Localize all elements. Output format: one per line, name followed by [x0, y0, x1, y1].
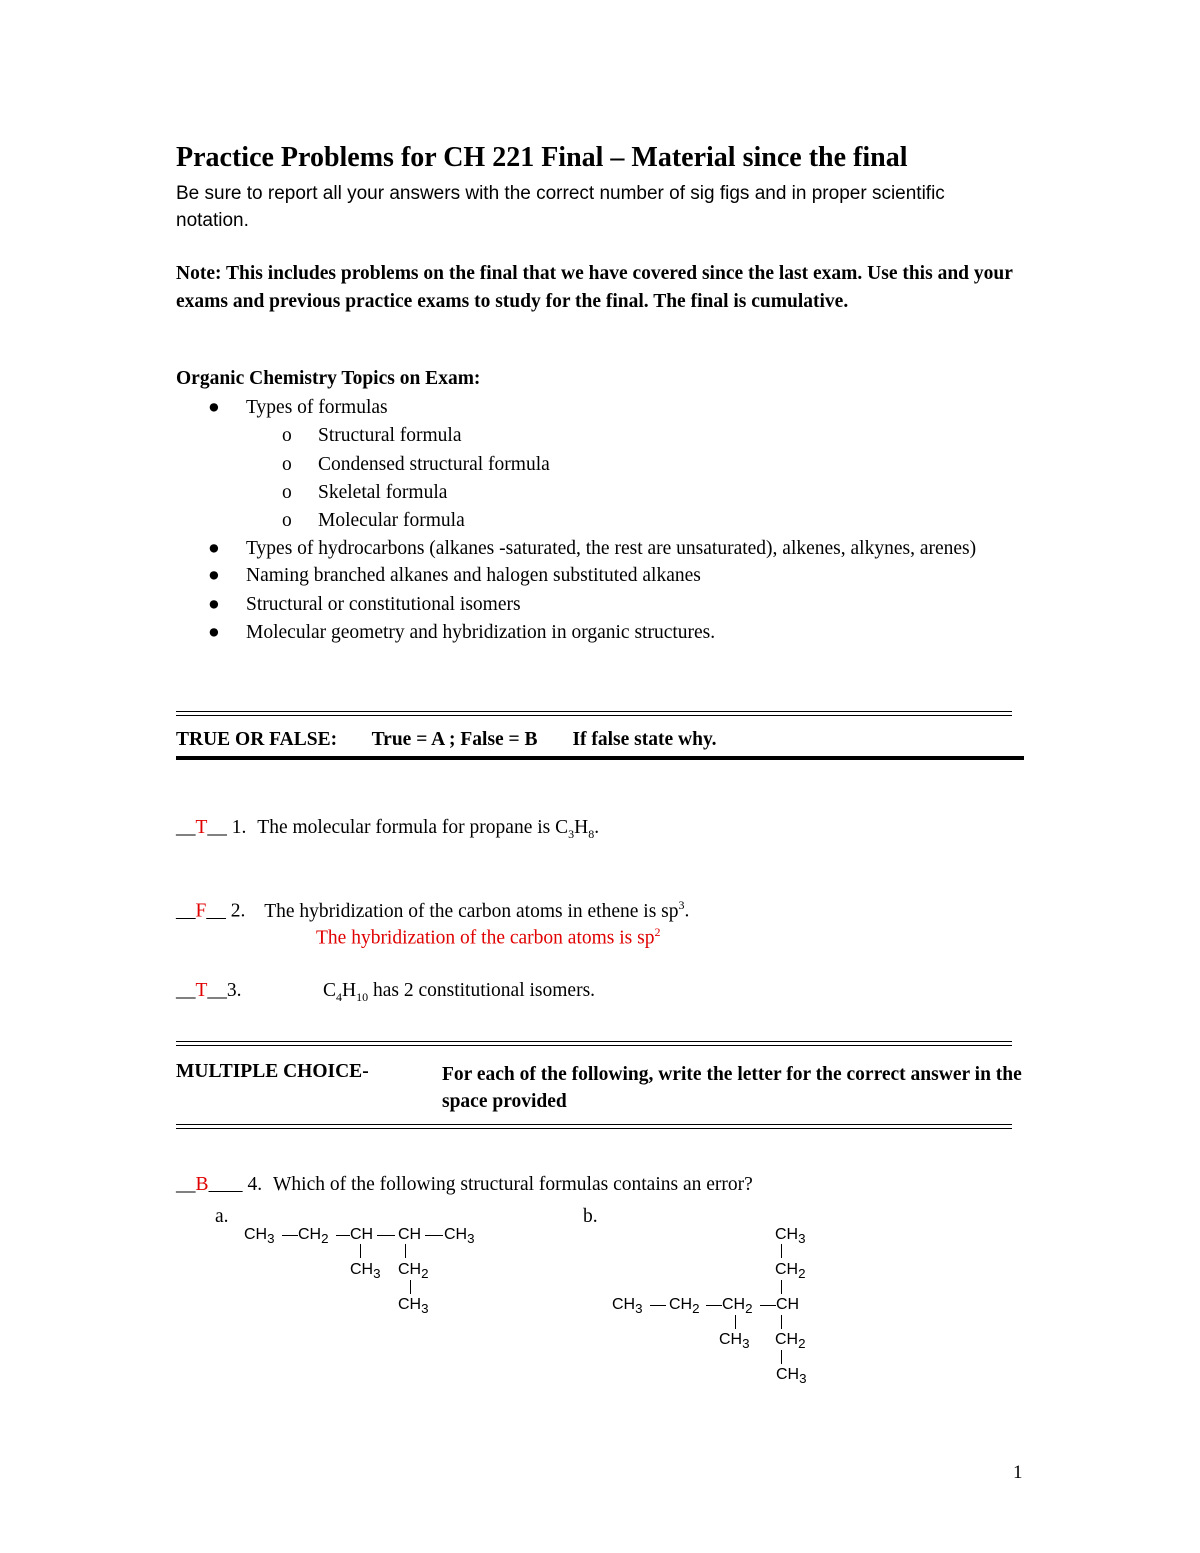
bullet-icon: ●	[208, 565, 220, 587]
chem-label: $CH_3$	[444, 1226, 475, 1247]
bond-line	[781, 1280, 782, 1294]
list-item: o Condensed structural formula	[176, 451, 1026, 479]
list-item: ● Molecular geometry and hybridization in organic structures.	[176, 619, 1026, 647]
option-b-label: b.	[583, 1206, 598, 1227]
bond-line	[410, 1280, 411, 1294]
tf-question-3: __T__3.	[176, 980, 242, 1001]
tf-question-2: __F__ 2. The hybridization of the carbon atoms in ethene is $sp^3$.	[176, 898, 690, 922]
list-item: ● Types of formulas	[176, 394, 1026, 422]
mc-instructions: For each of the following, write the letter for the correct answer in the space provided	[442, 1064, 1022, 1112]
bond-line	[706, 1305, 722, 1306]
bond-line	[282, 1235, 298, 1236]
mc-heading: MULTIPLE CHOICE-	[176, 1061, 369, 1082]
note-text: Note: This includes problems on the final that we have covered since the last exam. Use this and your exams and previous practice exams to study for the final. The final is cumulative.	[176, 263, 1013, 312]
bond-line	[377, 1235, 395, 1236]
chem-label: CH	[350, 1226, 374, 1243]
section-divider	[176, 1041, 1012, 1046]
chem-label: $CH_2$	[298, 1226, 329, 1247]
bond-line	[425, 1235, 443, 1236]
chem-label: $CH_2$	[775, 1261, 806, 1282]
bullet-icon: ●	[208, 397, 220, 418]
list-item: o Skeletal formula	[176, 479, 1026, 507]
intro-text: Be sure to report all your answers with the correct number of sig figs and in proper scientific notation.	[176, 183, 945, 231]
list-item: o Molecular formula	[176, 507, 1026, 535]
circle-bullet-icon: o	[282, 510, 292, 532]
bond-line	[760, 1305, 776, 1306]
chem-label: $CH_3$	[776, 1366, 807, 1387]
section-divider	[176, 711, 1012, 716]
mc-question-4: __B 4. Which of the following structural formulas contains an error?	[176, 1174, 753, 1195]
bond-line	[781, 1244, 782, 1258]
answer-blank[interactable]: F	[195, 900, 207, 922]
circle-bullet-icon: o	[282, 481, 292, 503]
bullet-icon: ●	[208, 622, 220, 644]
chem-label: $CH_3$	[775, 1226, 806, 1247]
chem-label: $CH_2$	[722, 1296, 753, 1317]
answer-blank[interactable]: T	[195, 980, 208, 1001]
page-number: 1	[1013, 1462, 1023, 1483]
list-item: ● Naming branched alkanes and halogen substituted alkanes	[176, 562, 1026, 590]
list-item: ● Structural or constitutional isomers	[176, 591, 1026, 619]
topics-heading: Organic Chemistry Topics on Exam:	[176, 368, 481, 389]
tf-heading: TRUE OR FALSE: True = A ; False = B If false state why.	[176, 729, 717, 750]
section-divider	[176, 1124, 1012, 1129]
option-a-label: a.	[215, 1206, 229, 1227]
chem-label: $CH_3$	[719, 1331, 750, 1352]
bond-line	[336, 1235, 350, 1236]
bond-line	[781, 1350, 782, 1364]
chem-label: $CH_3$	[612, 1296, 643, 1317]
chem-label: $CH_2$	[398, 1261, 429, 1282]
bond-line	[405, 1244, 406, 1258]
topics-list	[176, 394, 1026, 647]
answer-blank[interactable]: B	[195, 1174, 209, 1195]
bond-line	[360, 1244, 361, 1258]
chem-label: CH	[776, 1296, 800, 1313]
chem-label: $CH_2$	[669, 1296, 700, 1317]
page-title: Practice Problems for CH 221 Final – Material since the final	[176, 142, 908, 173]
tf-question-1: __T__ 1. The molecular formula for propane is $C_3H_8$.	[176, 817, 600, 841]
answer-blank[interactable]: T	[195, 817, 208, 838]
circle-bullet-icon: o	[282, 453, 292, 475]
bond-line	[781, 1315, 782, 1329]
bullet-icon: ●	[208, 538, 220, 560]
chem-label: $CH_3$	[398, 1296, 429, 1317]
section-divider	[176, 756, 1024, 760]
chem-label: $CH_3$	[350, 1261, 381, 1282]
bond-line	[735, 1315, 736, 1329]
bond-line	[650, 1305, 666, 1306]
chem-label: $CH_2$	[775, 1331, 806, 1352]
circle-bullet-icon: o	[282, 425, 292, 447]
chem-label: CH	[398, 1226, 422, 1243]
chem-label: $CH_3$	[244, 1226, 275, 1247]
bullet-icon: ●	[208, 593, 220, 615]
list-item: ● Types of hydrocarbons (alkanes -saturated, the rest are unsaturated), alkenes, alkynes, arenes)	[176, 535, 986, 562]
list-item: o Structural formula	[176, 422, 1026, 450]
tf-question-3-text: $C_4H_{10}$ has 2 constitutional isomers.	[323, 980, 596, 1004]
tf-explanation-2: The hybridization of the carbon atoms is $sp^2$	[316, 925, 661, 949]
